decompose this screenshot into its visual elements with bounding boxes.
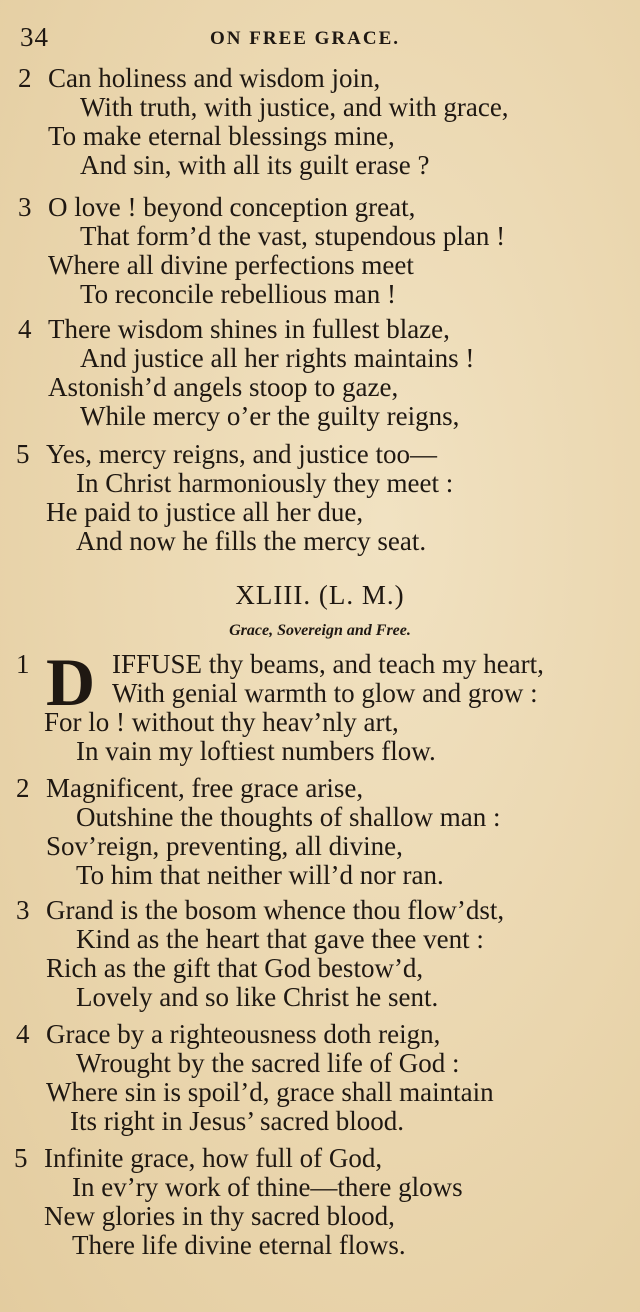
- verse-line: That form’d the vast, stupendous plan !: [80, 221, 506, 251]
- verse-line: In Christ harmoniously they meet :: [76, 468, 454, 498]
- stanza-number: 4: [16, 1019, 30, 1049]
- verse-line: Magnificent, free grace arise,: [46, 773, 364, 803]
- page-number: 34: [20, 22, 49, 52]
- verse-line: He paid to justice all her due,: [46, 497, 364, 527]
- verse-line: To make eternal blessings mine,: [48, 121, 395, 151]
- verse-line: To reconcile rebellious man !: [80, 279, 396, 309]
- stanza-number: 4: [18, 314, 32, 344]
- verse-line: Outshine the thoughts of shallow man :: [76, 802, 501, 832]
- verse-line: And sin, with all its guilt erase ?: [80, 150, 430, 180]
- hymn-title: XLIII. (L. M.): [235, 580, 405, 610]
- verse-line: New glories in thy sacred blood,: [44, 1201, 395, 1231]
- verse-line: Wrought by the sacred life of God :: [76, 1048, 460, 1078]
- verse-line: There wisdom shines in fullest blaze,: [48, 314, 450, 344]
- running-head: ON FREE GRACE.: [210, 28, 401, 49]
- verse-line: Its right in Jesus’ sacred blood.: [70, 1106, 404, 1136]
- verse-line: In vain my loftiest numbers flow.: [76, 736, 436, 766]
- verse-line: With truth, with justice, and with grace,: [80, 92, 509, 122]
- verse-line: Yes, mercy reigns, and justice too—: [46, 439, 437, 469]
- verse-line: Where sin is spoil’d, grace shall maintain: [46, 1077, 494, 1107]
- stanza-number: 3: [18, 192, 32, 222]
- verse-line: Grand is the bosom whence thou flow’dst,: [46, 895, 505, 925]
- hymn-subtitle: Grace, Sovereign and Free.: [229, 622, 411, 639]
- stanza-number: 2: [16, 773, 30, 803]
- verse-line: Astonish’d angels stoop to gaze,: [48, 372, 399, 402]
- verse-line: For lo ! without thy heav’nly art,: [44, 707, 399, 737]
- verse-line: There life divine eternal flows.: [72, 1230, 406, 1260]
- stanza-number: 2: [18, 63, 32, 93]
- verse-line: Infinite grace, how full of God,: [44, 1143, 383, 1173]
- verse-line: IFFUSE thy beams, and teach my heart,: [112, 649, 544, 679]
- verse-line: With genial warmth to glow and grow :: [112, 678, 538, 708]
- verse-line: Sov’reign, preventing, all divine,: [46, 831, 403, 861]
- verse-line: And justice all her rights maintains !: [80, 343, 475, 373]
- page-header: [20, 22, 620, 52]
- verse-line: While mercy o’er the guilty reigns,: [80, 401, 460, 431]
- verse-line: In ev’ry work of thine—there glows: [72, 1172, 463, 1202]
- drop-cap: D: [46, 644, 96, 720]
- verse-line: And now he fills the mercy seat.: [76, 526, 427, 556]
- stanza-number: 3: [16, 895, 30, 925]
- verse-line: Where all divine perfections meet: [48, 250, 414, 280]
- stanza-number: 5: [16, 439, 30, 469]
- verse-line: Can holiness and wisdom join,: [48, 63, 381, 93]
- verse-line: Grace by a righteousness doth reign,: [46, 1019, 441, 1049]
- verse-line: O love ! beyond conception great,: [48, 192, 416, 222]
- verse-line: Kind as the heart that gave thee vent :: [76, 924, 484, 954]
- verse-line: Lovely and so like Christ he sent.: [76, 982, 439, 1012]
- verse-line: Rich as the gift that God bestow’d,: [46, 953, 424, 983]
- verse-line: To him that neither will’d nor ran.: [76, 860, 444, 890]
- stanza-number: 1: [16, 649, 30, 679]
- stanza-number: 5: [14, 1143, 28, 1173]
